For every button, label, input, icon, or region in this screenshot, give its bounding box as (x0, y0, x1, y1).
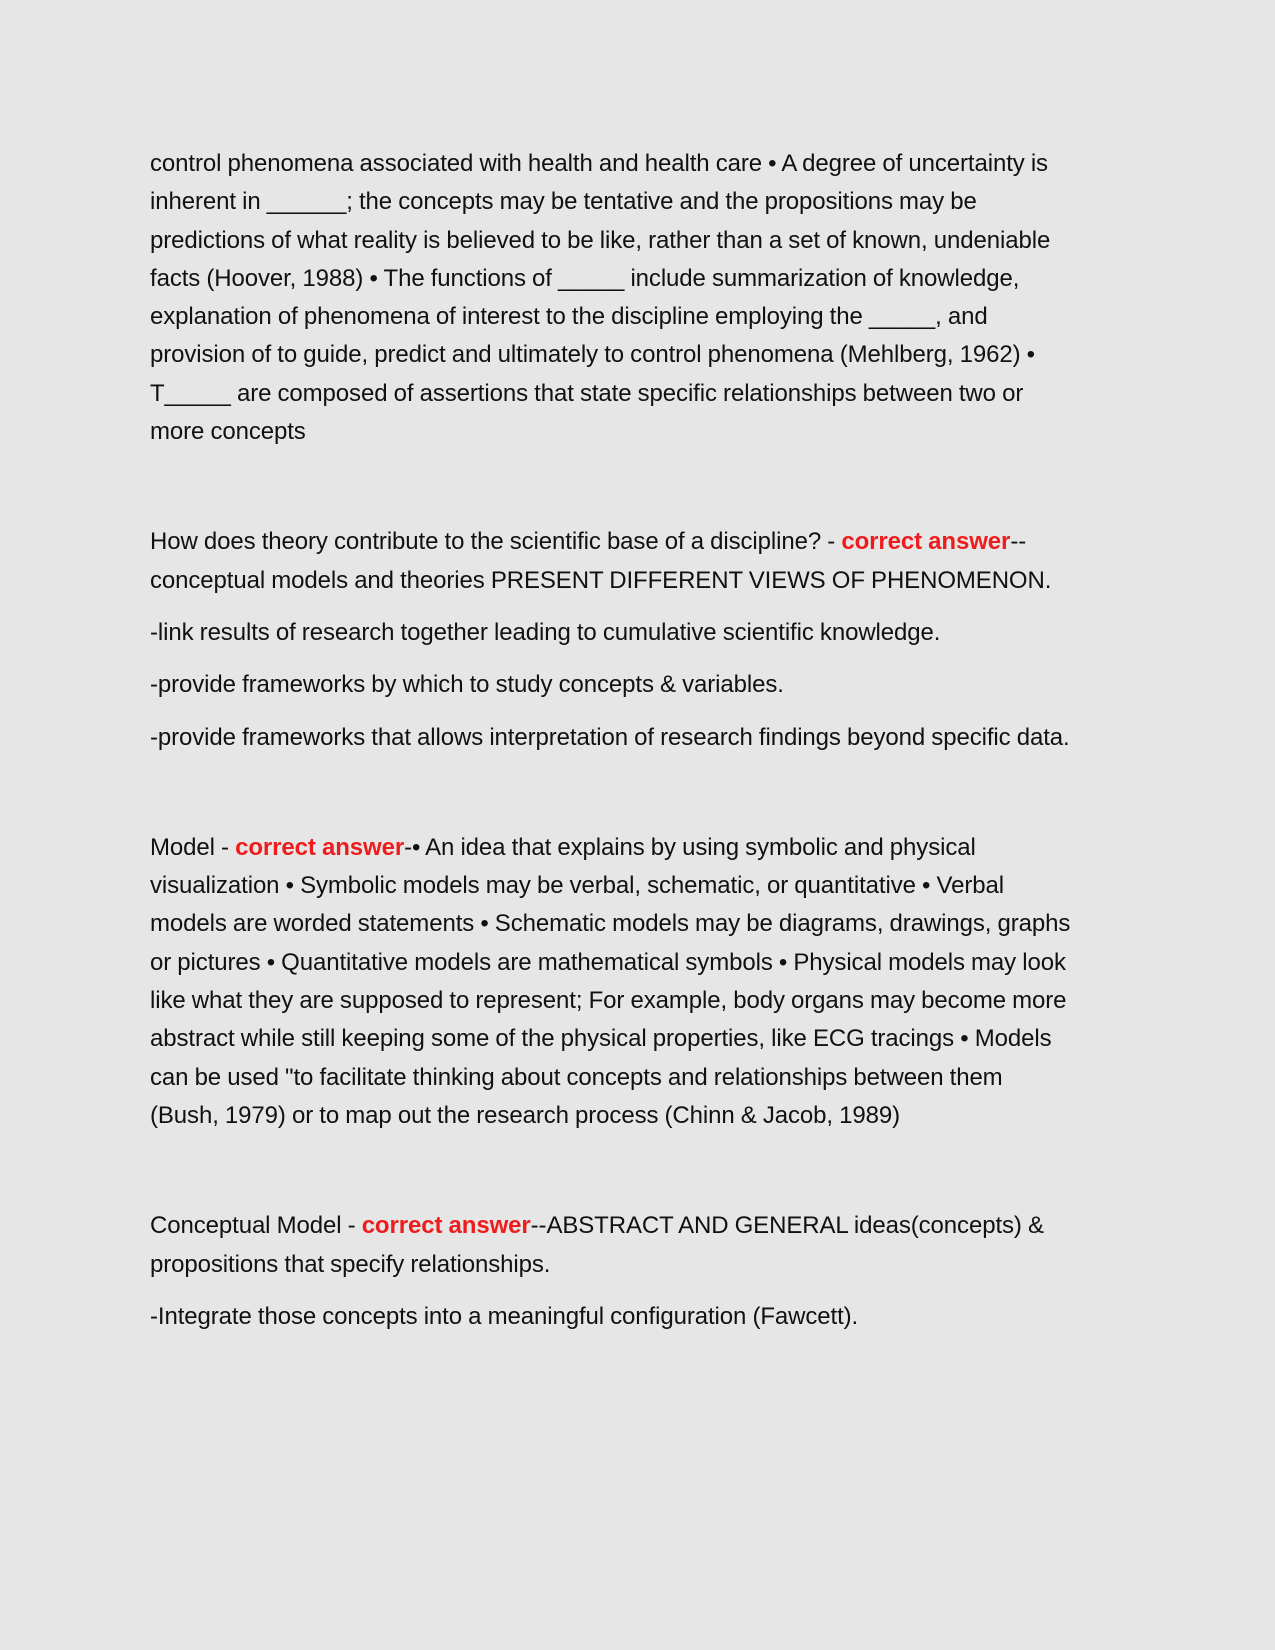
correct-answer-label: correct answer (841, 528, 1011, 556)
correct-answer-label: correct answer (361, 1212, 531, 1240)
answer-point: -provide frameworks that allows interpretation of research findings beyond specific data. (150, 723, 1070, 751)
answer-text: -• An idea that explains by using symbolic and physical visualization • Symbolic models may be verbal, schematic, or quantitative • Verbal models are worded statements • Schematic models may be diagrams, drawings, graphs or pictures • Quantitative models are mathematical symbols • Physical models may look like what they are supposed to represent; For example, body organs may become more abstract while still keeping some of the physical properties, like ECG tracings • Models can be used "to facilitate thinking about concepts and relationships between them (Bush, 1979) or to map out the research process (Chinn & Jacob, 1989) (150, 833, 1071, 1129)
question-entry-model (150, 829, 1075, 1135)
answer-text: --ABSTRACT AND GENERAL ideas(concepts) & propositions that specify relationships. (150, 1212, 1044, 1278)
answer-point: -link results of research together leading to cumulative scientific knowledge. (150, 618, 941, 646)
answer-point: -Integrate those concepts into a meaningful configuration (Fawcett). (150, 1302, 859, 1330)
answer-text: --conceptual models and theories PRESENT DIFFERENT VIEWS OF PHENOMENON. (150, 528, 1052, 594)
continued-answer-paragraph: control phenomena associated with health and health care • A degree of uncertainty is inherent in ______; the concepts may be tentative and the propositions may be predictions of what reality is believed to be like, rather than a set of known, undeniable facts (Hoover, 1988) • The functions of _____ include summarization of knowledge, explanation of phenomena of interest to the discipline employing the _____, and provision of to guide, predict and ultimately to control phenomena (Mehlberg, 1962) • T_____ are composed of assertions that state specific relationships between two or more concepts (150, 150, 1051, 446)
question-entry-conceptual-model (150, 1207, 1075, 1284)
question-text: How does theory contribute to the scientific base of a discipline? - (150, 528, 842, 556)
question-text: Model - (150, 833, 236, 861)
answer-point: -provide frameworks by which to study concepts & variables. (150, 671, 784, 699)
question-entry-theory (150, 523, 1075, 600)
question-text: Conceptual Model - (150, 1212, 362, 1240)
correct-answer-label: correct answer (235, 833, 405, 861)
